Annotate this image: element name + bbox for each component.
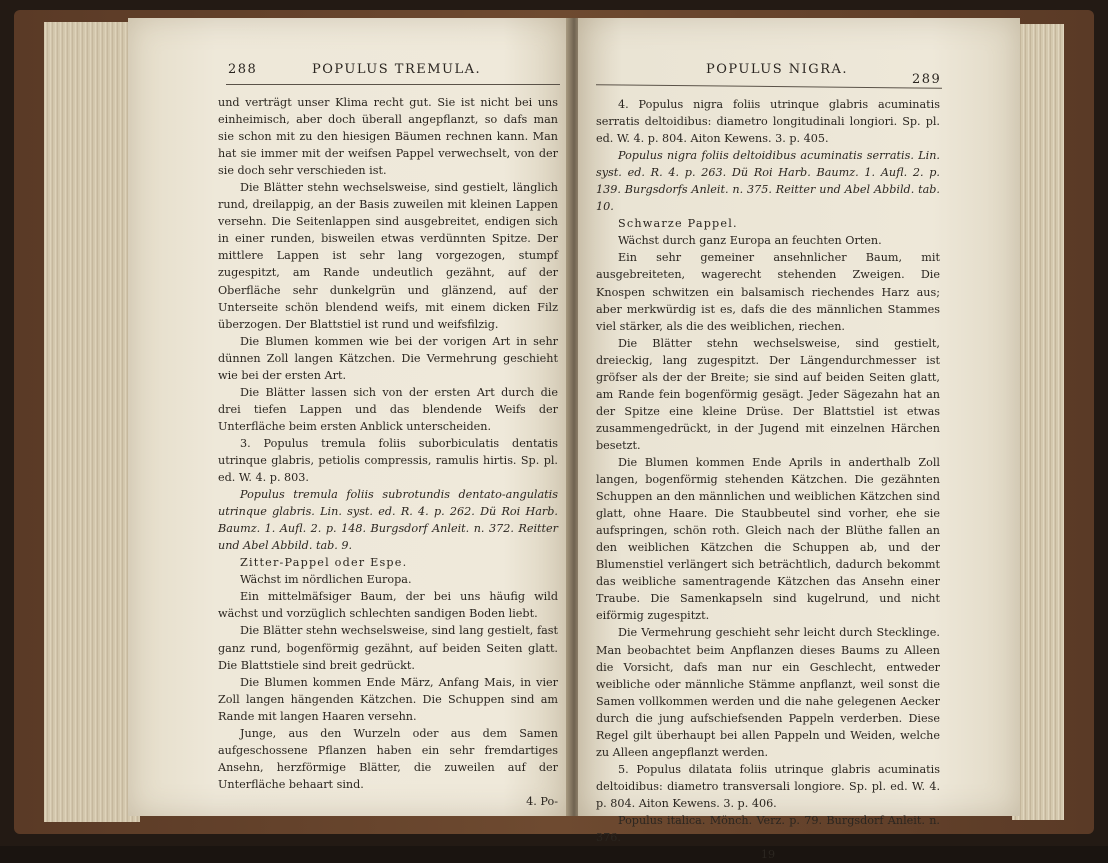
paragraph: Die Blätter stehn wechselsweise, sind gestielt, länglich rund, dreilappig, an der Basis zuweilen mit kleinen Lappen versehn. Die Seitenlappen sind ausgebreitet, endigen sich in einer runden, bisweilen etwas verdünnten Spitze. Der mittlere Lappen ist sehr lang vorgezogen, stumpf zugespitzt, am Rande undeutlich gezähnt, auf der Oberfläche sehr dunkelgrün und glänzend, auf der Unterseite schön blendend weifs, mit einem dicken Filz überzogen. Der Blattstiel ist rund und weifsfilzig. — [218, 181, 558, 331]
page-edges-left — [44, 22, 140, 822]
species-entry: 5. Populus dilatata foliis utrinque glabris acuminatis deltoidibus: diametro transversali longiore. Sp. pl. ed. W. 4. p. 804. Aiton Kewens. 3. p. 406. — [596, 762, 940, 810]
paragraph: Die Vermehrung geschieht sehr leicht durch Stecklinge. Man beobachtet beim Anpflanzen dieses Baums zu Alleen die Vorsicht, dafs man nur ein Geschlecht, entweder weibliche oder männliche Stämme anpflanzt, weil sonst die Samen vollkommen werden und die nahe gelegenen Aecker durch die jung aufschiefsenden Pappeln verderben. Diese Regel gilt überhaupt bei allen Pappeln und Weiden, welche zu Alleen angepflanzt werden. — [596, 626, 940, 759]
synonym-entry: Populus italica. Mönch. Verz. p. 79. Burgsdorf Anleit. n. 376. — [596, 813, 940, 845]
paragraph: Wächst durch ganz Europa an feuchten Orten. — [618, 234, 882, 248]
common-name: Schwarze Pappel. — [618, 217, 738, 231]
paragraph: Die Blumen kommen wie bei der vorigen Art in sehr dünnen Zoll langen Kätzchen. Die Vermehrung geschieht wie bei der ersten Art. — [218, 334, 558, 382]
right-running-head: POPULUS NIGRA. — [706, 62, 848, 77]
common-name: Zitter-Pappel oder Espe. — [240, 556, 408, 570]
left-running-head: POPULUS TREMULA. — [312, 62, 482, 77]
species-entry: 4. Populus nigra foliis utrinque glabris acuminatis serratis deltoidibus: diametro longitudinali longiori. Sp. pl. ed. W. 4. p. 804. Aiton Kewens. 3. p. 405. — [596, 98, 940, 146]
paragraph: Ein sehr gemeiner ansehnlicher Baum, mit ausgebreiteten, wagerecht stehenden Zweigen. Die Knospen schwitzen ein balsamisch riechendes Harz aus; aber merkwürdig ist es, dafs die des männlichen Stammes viel stärker, als die des weiblichen, riechen. — [596, 251, 940, 333]
right-page-text — [596, 96, 940, 863]
paragraph: Junge, aus den Wurzeln oder aus dem Samen aufgeschossene Pflanzen haben ein sehr fremdartiges Ansehn, herzförmige Blätter, die zuweilen auf der Unterfläche behaart sind. — [218, 726, 558, 791]
synonym-entry: Populus nigra foliis deltoidibus acuminatis serratis. Lin. syst. ed. R. 4. p. 263. Dü Roi Harb. Baumz. 1. Aufl. 2. p. 139. Burgsdorfs Anleit. n. 375. Reitter und Abel Abbild. tab. 10. — [596, 149, 940, 214]
paragraph: Die Blumen kommen Ende März, Anfang Mais, in vier Zoll langen hängenden Kätzchen. Die Schuppen sind am Rande mit langen Haaren versehn. — [218, 675, 558, 723]
species-entry: 3. Populus tremula foliis suborbiculatis dentatis utrinque glabris, petiolis compressis, ramulis hirtis. Sp. pl. ed. W. 4. p. 803. — [218, 436, 558, 485]
synonym-entry: Populus tremula foliis subrotundis dentato-angulatis utrinque glabris. Lin. syst. ed. R. 4. p. 262. Dü Roi Harb. Baumz. 1. Aufl. 2. p. 148. Burgsdorf Anleit. n. 372. Reitter und Abel Abbild. tab. 9. — [218, 488, 558, 553]
paragraph: und verträgt unser Klima recht gut. Sie ist nicht bei uns einheimisch, aber doch überall angepflanzt, so dafs man sie schon mit zu den hiesigen Bäumen rechnen kann. Man hat sie immer mit der weifsen Pappel verwechselt, von der sie doch sehr verschieden ist. — [218, 96, 558, 178]
left-header-rule — [226, 84, 560, 85]
right-page-number: 289 — [912, 72, 942, 87]
catchword: 4. Po- — [526, 794, 558, 808]
paragraph: Die Blätter lassen sich von der ersten Art durch die drei tiefen Lappen und das blendende Weifs der Unterfläche beim ersten Anblick unterscheiden. — [218, 385, 558, 433]
paragraph: Die Blumen kommen Ende Aprils in anderthalb Zoll langen, bogenförmig stehenden Kätzchen. Die gezähnten Schuppen an den männlichen und weiblichen Kätzchen sind glatt, ohne Haare. Die Staubbeutel sind vorher, ehe sie aufspringen, schön roth. Gleich nach der Blüthe fallen an den weiblichen Kätzchen die Schuppen ab, und der Blumenstiel verlängert sich beträchtlich, dadurch bekommt das weibliche samentragende Kätzchen das Ansehn einer Traube. Die Samenkapseln sind kugelrund, und nicht eiförmig zugespitzt. — [596, 455, 940, 623]
paragraph: Wächst im nördlichen Europa. — [240, 573, 412, 587]
signature-mark: 19 — [760, 848, 776, 862]
paragraph: Die Blätter stehn wechselsweise, sind gestielt, dreieckig, lang zugespitzt. Der Längendurchmesser ist gröfser als der der Breite; sie sind auf beiden Seiten glatt, am Rande fein bogenförmig gesägt. Jeder Sägezahn hat an der Spitze eine kleine Drüse. Der Blattstiel ist etwas zusammengedrückt, in der Jugend mit einzelnen Härchen besetzt. — [596, 336, 940, 452]
paragraph: Die Blätter stehn wechselsweise, sind lang gestielt, fast ganz rund, bogenförmig gezähnt, auf beiden Seiten glatt. Die Blattstiele sind breit gedrückt. — [218, 624, 558, 672]
paragraph: Ein mittelmäfsiger Baum, der bei uns häufig wild wächst und vorzüglich schlechten sandigen Boden liebt. — [218, 590, 558, 621]
left-page-text — [218, 94, 558, 810]
left-page-number: 288 — [228, 62, 258, 77]
